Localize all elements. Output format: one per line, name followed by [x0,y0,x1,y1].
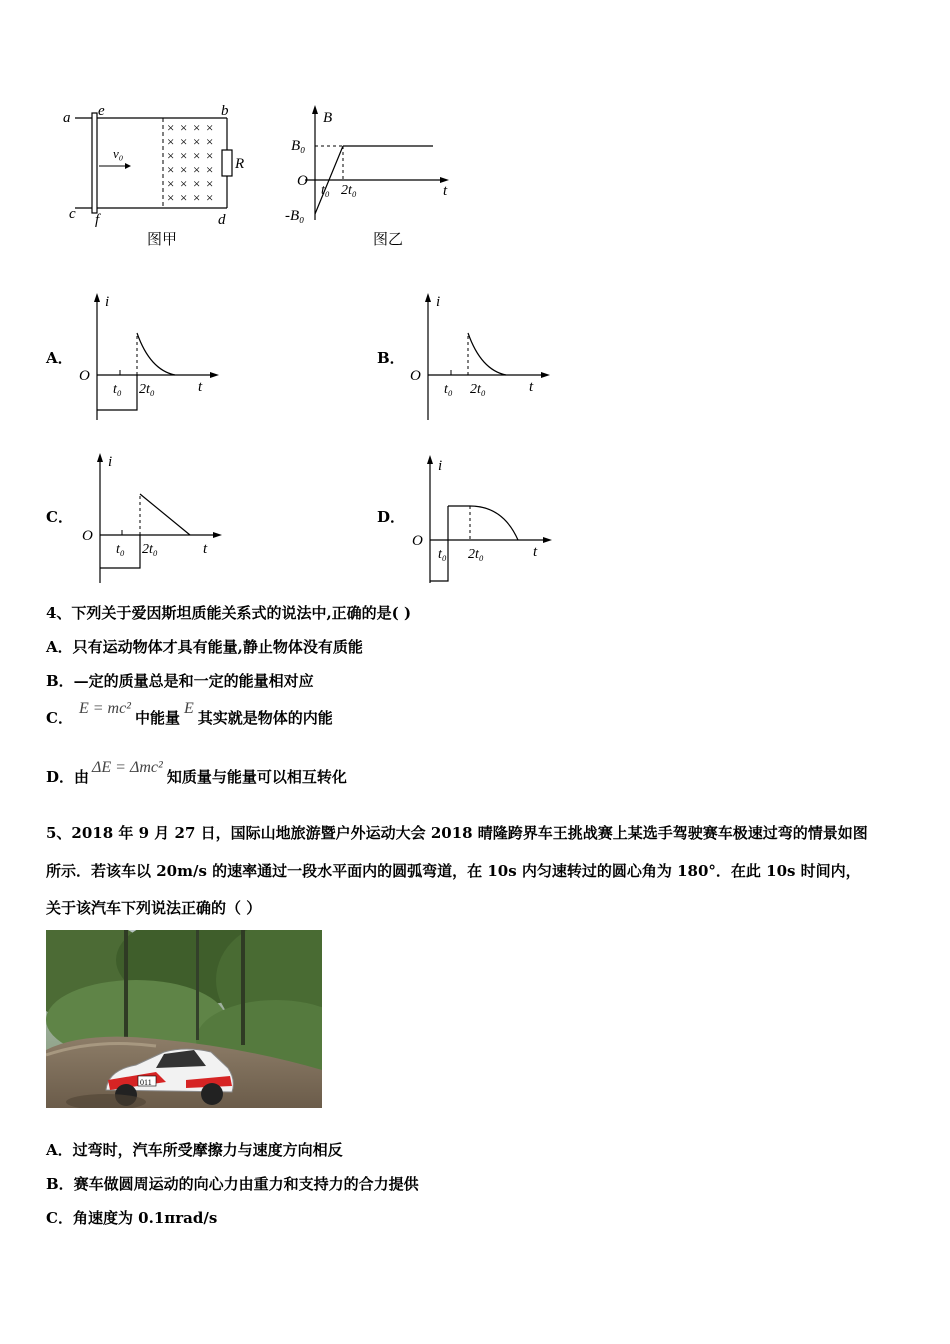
field-cross: × [206,134,214,149]
field-cross: × [206,162,214,177]
option-d-graph [408,450,558,590]
field-cross: × [167,134,175,149]
field-cross: × [167,190,175,205]
label-b0: B₀ [291,138,306,154]
label-v0: v₀ [113,146,124,161]
svg-text:t: t [203,541,208,557]
option-b-graph [406,288,556,428]
svg-text:O: O [82,528,93,544]
field-cross: × [167,120,175,135]
svg-text:t: t [529,379,534,395]
q5-option-c: C．角速度为 0.1πrad/s [46,1209,218,1227]
field-cross: × [167,162,175,177]
q4-option-d [46,759,347,788]
svg-text:011: 011 [140,1078,152,1087]
caption-jia: 图甲 [147,232,178,248]
svg-text:t₀: t₀ [444,382,453,397]
svg-text:2t₀: 2t₀ [468,547,484,562]
field-cross: × [193,120,201,135]
svg-text:2t₀: 2t₀ [142,542,158,557]
field-cross: × [167,148,175,163]
svg-text:t: t [533,544,538,560]
label-r: R [235,156,245,172]
label-origin: O [297,173,308,189]
field-cross: × [180,148,188,163]
option-c-letter: C． [46,508,73,526]
q4-c-formula: E = mc² [78,700,131,717]
q4-d-suffix: 知质量与能量可以相互转化 [166,768,347,786]
option-c-graph [78,448,228,588]
field-cross: × [206,148,214,163]
svg-text:i: i [108,454,113,470]
q5-option-b: B．赛车做圆周运动的向心力由重力和支持力的合力提供 [46,1175,419,1193]
label-d: d [218,212,226,228]
caption-yi: 图乙 [373,232,404,248]
q5-stem-line1: 5、2018 年 9 月 27 日，国际山地旅游暨户外运动大会 2018 晴隆跨界车王挑战赛上某选手驾驶赛车极速过弯的情景如图 [46,824,868,842]
svg-text:O: O [79,368,90,384]
q5-option-a: A．过弯时，汽车所受摩擦力与速度方向相反 [46,1141,343,1159]
q4-c-suffix: 其实就是物体的内能 [197,709,333,727]
field-cross: × [193,190,201,205]
q4-stem: 4、下列关于爱因斯坦质能关系式的说法中,正确的是( ) [46,604,412,622]
field-cross: × [167,176,175,191]
svg-text:2t₀: 2t₀ [139,382,155,397]
q4-c-mid: 中能量 [134,709,180,727]
q4-d-prefix: D．由 [46,768,90,786]
svg-text:2t₀: 2t₀ [470,382,486,397]
label-b: b [221,103,229,119]
field-cross: × [206,190,214,205]
field-cross: × [206,176,214,191]
figure-yi [283,100,458,250]
q4-c-e: E [184,700,194,717]
label-t0: t₀ [321,183,330,198]
svg-text:t₀: t₀ [116,542,125,557]
label-e: e [98,103,105,119]
label-t: t [443,183,448,199]
q4-option-b: B．—定的质量总是和一定的能量相对应 [46,672,314,690]
field-cross: × [180,176,188,191]
q4-d-formula: ΔE = Δmc² [92,759,163,776]
field-cross: × [193,148,201,163]
field-cross: × [180,190,188,205]
option-a-letter: A． [46,349,73,367]
field-cross: × [193,134,201,149]
label-f: f [95,212,100,228]
option-b-letter: B． [377,349,405,367]
q4-c-prefix: C． [46,709,73,727]
q5-stem-line3: 关于该汽车下列说法正确的（ ） [46,899,262,917]
svg-text:O: O [412,533,423,549]
field-cross: × [193,176,201,191]
q4-option-a: A．只有运动物体才具有能量,静止物体没有质能 [46,638,363,656]
field-cross: × [193,162,201,177]
label-b-axis: B [323,110,333,126]
field-cross: × [180,134,188,149]
label-c: c [69,206,76,222]
field-cross: × [206,120,214,135]
svg-text:t₀: t₀ [113,382,122,397]
rally-car-photo [46,930,322,1108]
option-d-letter: D． [377,508,406,526]
svg-text:i: i [438,458,443,474]
label-2t0: 2t₀ [341,183,357,198]
svg-text:i: i [436,294,441,310]
field-cross: × [180,162,188,177]
svg-text:t₀: t₀ [438,547,447,562]
label-neg-b0: -B₀ [285,208,305,224]
svg-text:O: O [410,368,421,384]
q4-option-c [46,700,333,729]
label-a: a [63,110,71,126]
option-a-graph [75,288,225,428]
figure-jia [55,100,265,250]
q5-stem-line2: 所示．若该车以 20m/s 的速率通过一段水平面内的圆弧弯道，在 10s 内匀速转过的圆心角为 180°．在此 10s 时间内， [46,862,861,880]
svg-text:i: i [105,294,110,310]
field-cross: × [180,120,188,135]
svg-text:t: t [198,379,203,395]
